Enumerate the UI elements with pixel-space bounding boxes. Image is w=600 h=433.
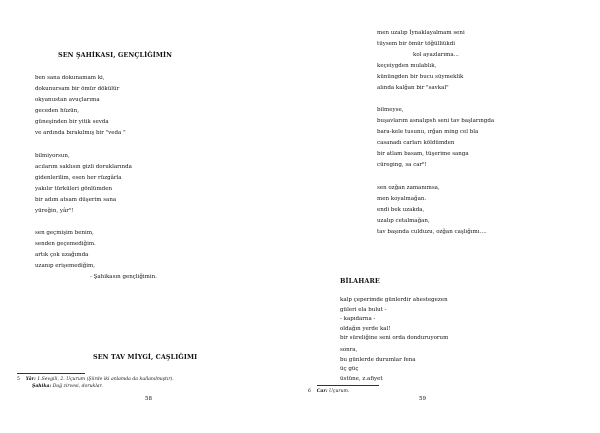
footnote-key: Car: bbox=[316, 389, 328, 394]
verse-line: bu günlerde durumlar fena bbox=[340, 356, 416, 363]
verse-line: cüreging, sa car⁶! bbox=[377, 162, 427, 169]
verse-line: tüysem bir ömür töğülliükdi bbox=[377, 41, 456, 48]
verse-line: uzalıp cetalmağan, bbox=[377, 218, 430, 225]
verse-line: bilmeyse, bbox=[377, 107, 404, 113]
verse-line: - Şahikasın gençliğimin. bbox=[90, 274, 157, 281]
stanza-1 bbox=[377, 28, 465, 95]
verse-line: sonra, bbox=[340, 347, 358, 353]
verse-line: bir atlam basam, tüşerime sanga bbox=[377, 151, 469, 158]
verse-line: yakılır türküleri gönlümden bbox=[35, 186, 112, 193]
verse-line: casanadı carları köldümden bbox=[377, 140, 455, 147]
verse-line: buşavlarım asnalıpsh seni tav başlarıngda bbox=[377, 118, 495, 125]
verse-line: oldağın yerde kal! bbox=[340, 325, 391, 332]
stanza-2 bbox=[377, 105, 494, 172]
verse-line: güleri ela bulut - bbox=[340, 306, 387, 313]
verse-line: alında kalğan bir "savkal" bbox=[377, 85, 449, 92]
footnote-text: Uçurum. bbox=[329, 389, 350, 394]
verse-line: uzanıp erişemediğim, bbox=[35, 263, 96, 270]
verse-line: ve ardında bırakılmış bir "veda " bbox=[35, 130, 126, 137]
verse-line: acılarım saklısın gizli doruklarında bbox=[35, 164, 132, 171]
footnote-text: Dağ zirvesi, doruklar. bbox=[52, 384, 103, 389]
verse-line: kalp çeperimde günlerdir ahestegezen bbox=[340, 297, 448, 303]
right-page bbox=[300, 0, 600, 433]
footnote-number: 6 bbox=[308, 389, 311, 394]
verse-line: yüreğin, yâr⁵! bbox=[35, 208, 74, 215]
verse-line: bara-kele tusunu, ırğan ming cel bla bbox=[377, 129, 479, 136]
verse-line: kününgden bir bucu süymeklik bbox=[377, 74, 464, 81]
verse-line: gidenlerilim, esen her rüzgârla bbox=[35, 175, 122, 182]
verse-line: bir adım atsam düşerim sana bbox=[35, 197, 117, 204]
poem-title-bilahare: BİLAHARE bbox=[340, 277, 380, 285]
verse-line: okyanustan avuçlarıma bbox=[35, 97, 100, 104]
stanza-1 bbox=[35, 73, 126, 140]
verse-line: tav başında culduzu, ozğan caşlığımı…. bbox=[377, 229, 487, 236]
verse-line: güneşinden bir yitik sevda bbox=[35, 119, 109, 126]
stanza-5 bbox=[340, 346, 416, 384]
footnote-rule bbox=[317, 385, 379, 386]
verse-line: sen ozğan zamanımsa, bbox=[377, 185, 440, 191]
verse-line: dokunursam bir ömür dökülür bbox=[35, 86, 120, 93]
verse-line: ben sana dokunamam ki, bbox=[35, 75, 105, 81]
footnote-6 bbox=[308, 388, 349, 395]
verse-line: üç güç bbox=[340, 366, 359, 373]
stanza-4 bbox=[340, 296, 448, 344]
verse-line: keçeiygden mulablık, bbox=[377, 63, 437, 70]
footnote-rule bbox=[17, 373, 85, 374]
verse-line: senden geçemediğim. bbox=[35, 241, 96, 248]
verse-line: - kapıdarna - bbox=[340, 316, 376, 323]
verse-line: endi bek uzakda, bbox=[377, 207, 425, 214]
stanza-3 bbox=[377, 183, 487, 238]
footnote-5 bbox=[17, 376, 174, 390]
stanza-3 bbox=[35, 228, 157, 283]
footnote-key: Şahika: bbox=[32, 384, 52, 389]
page-number: 58 bbox=[145, 396, 152, 402]
verse-line: bilmiyorsun, bbox=[35, 153, 70, 159]
footnote-key: Yâr: bbox=[25, 377, 36, 382]
footnote-number: 5 bbox=[17, 377, 20, 382]
verse-line: üstüne, z.afiyet bbox=[340, 375, 383, 382]
verse-line: bir süreliğine seni orda donduruyorum bbox=[340, 335, 449, 342]
poem-title-sen-tav-miygi: SEN TAV MİYGİ, CAŞLIĞIMI bbox=[93, 353, 198, 361]
verse-line: men uzalıp İynaklayalmam seni bbox=[377, 30, 465, 36]
verse-line: sen geçmişim benim, bbox=[35, 230, 94, 236]
stanza-2 bbox=[35, 151, 132, 218]
footnote-text: 1.Sevgili, 2. Uçurum (Şiirde iki anlamda da kullanılmıştır). bbox=[37, 377, 174, 382]
verse-line: men koyalmağan. bbox=[377, 196, 427, 203]
verse-line: kol ayazlarıma... bbox=[413, 52, 459, 59]
poem-title-sen-sahikasi: SEN ŞAHİKASI, GENÇLİĞİMİN bbox=[58, 51, 173, 59]
verse-line: geceden hüzün, bbox=[35, 108, 79, 115]
verse-line: artık çok uzağımda bbox=[35, 252, 89, 259]
page-number: 59 bbox=[419, 396, 426, 402]
